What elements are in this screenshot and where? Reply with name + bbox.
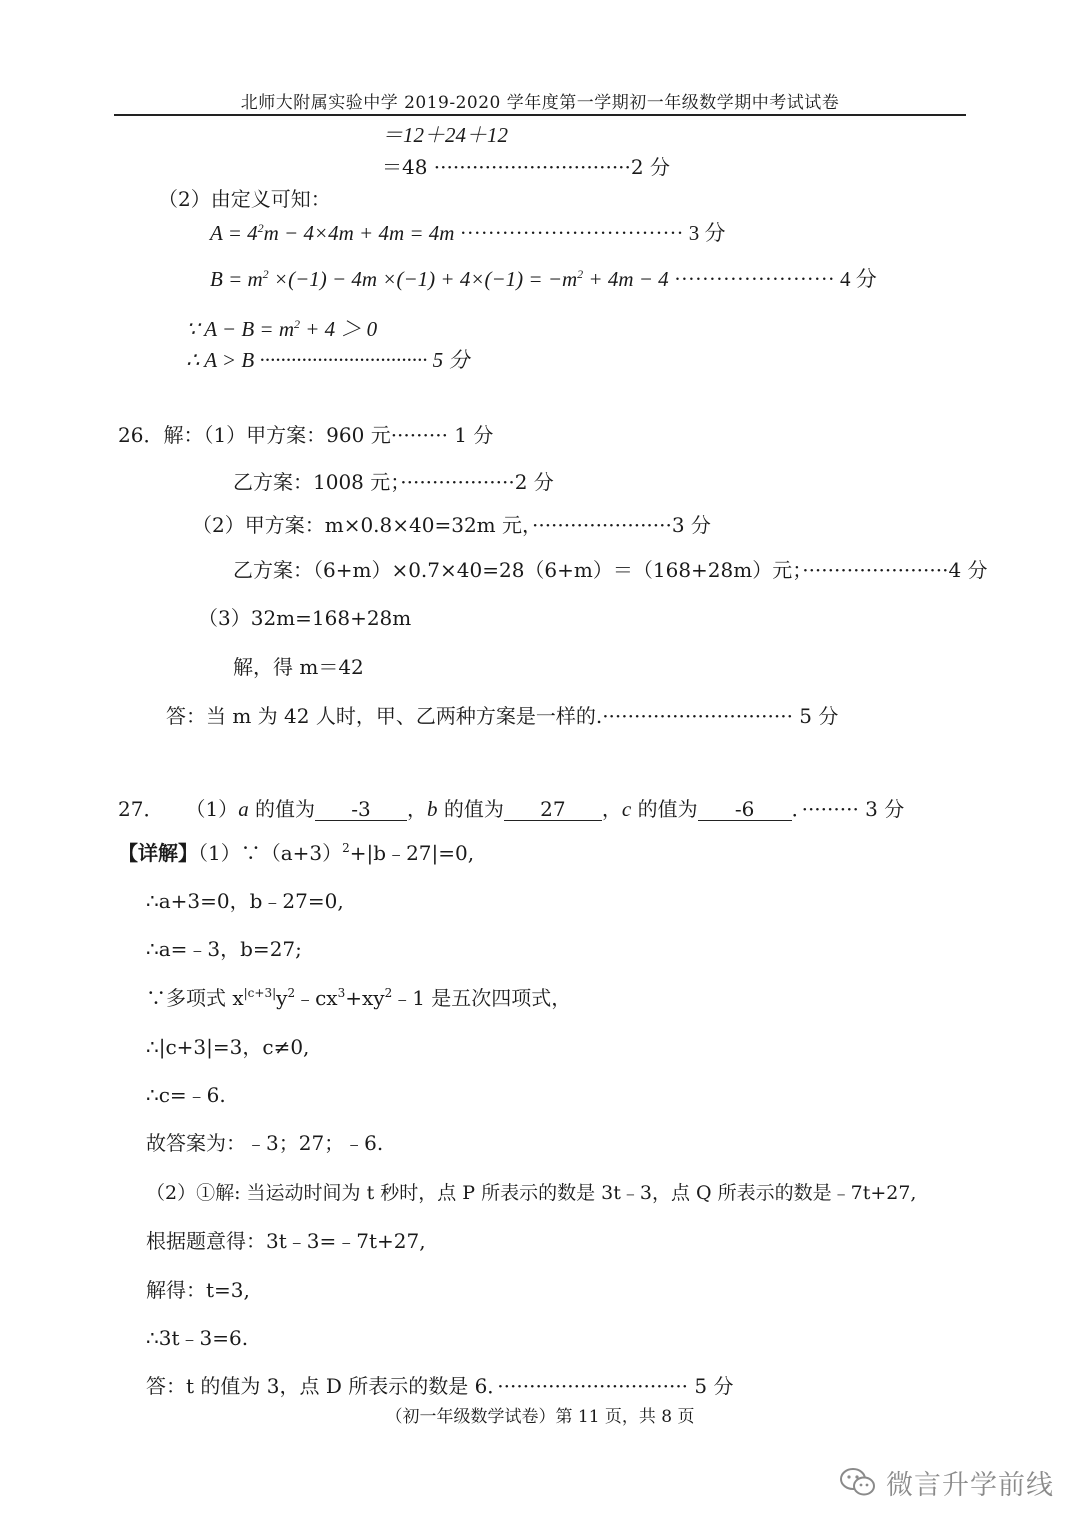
q27-detail-10: 解得：t=3,: [146, 1278, 250, 1302]
q26-line-1: 26．解：（1）甲方案：960 元········· 1 分: [118, 423, 494, 447]
c-value-blank: -6: [698, 798, 792, 821]
header-rule: [114, 114, 966, 116]
calc-line-2: ＝48 ·······························2 分: [382, 155, 670, 179]
q26-line-2: 乙方案：1008 元；··················2 分: [233, 470, 554, 494]
q25-part2-label: （2）由定义可知：: [158, 187, 331, 211]
page-footer: （初一年级数学试卷）第 11 页，共 8 页: [385, 1407, 695, 1427]
b-value-blank: 27: [504, 798, 602, 821]
q25-therefore: ∴ A > B ································ 5 分: [186, 348, 470, 372]
q26-answer: 答：当 m 为 42 人时，甲、乙两种方案是一样的.······························ 5 分: [166, 704, 839, 728]
q27-detail-7: 故答案为：﹣3；27；﹣6.: [146, 1131, 384, 1155]
q27-detail-4: ∵多项式 $x^{|c+3|}y^2﹣cx^3+xy^2﹣1$ 是五次四项式，: [146, 986, 572, 1010]
q27-detail-8: （2）①解: 当运动时间为 t 秒时，点 P 所表示的数是 3t﹣3，点 Q 所表示的数是﹣7t+27,: [146, 1182, 917, 1204]
q27-detail-5: ∴|c+3|=3，c≠0,: [146, 1035, 310, 1059]
q27-answer: 答：t 的值为 3，点 D 所表示的数是 6．······························ 5 分: [146, 1374, 734, 1398]
watermark-text: 微言升学前线: [886, 1469, 1054, 1501]
q27-detail-2: ∴a+3=0，b﹣27=0,: [146, 889, 344, 913]
q26-line-4: 乙方案：（6+m）×0.7×40=28（6+m）＝（168+28m）元；·······················4 分: [233, 558, 988, 582]
q27-detail-1: 【详解】$(1)\because(a+3)^2+|b﹣27|=0$,: [118, 841, 475, 865]
watermark: [838, 1462, 1054, 1502]
q27-detail-3: ∴a=﹣3，b=27;: [146, 937, 302, 961]
q26-line-3: （2）甲方案：m×0.8×40=32m 元，······················3 分: [192, 513, 711, 537]
q27-part1-answers: 27． （1）a 的值为 -3 ，b 的值为 27 ，c 的值为 -6 ．········· 3 分: [118, 797, 905, 821]
q26-line-5: （3）32m=168+28m: [198, 606, 412, 630]
q27-detail-11: ∴3t﹣3=6.: [146, 1326, 249, 1350]
q27-detail-9: 根据题意得：3t﹣3=﹣7t+27,: [146, 1229, 426, 1253]
q26-line-6: 解，得 m＝42: [233, 655, 364, 679]
q27-detail-6: ∴c=﹣6.: [146, 1083, 226, 1107]
q25-equation-b: $B = m^2 \times(-1) - 4m \times(-1) + 4\times(-1) = -m^2 + 4m - 4$ ······················· 4 分: [210, 267, 877, 291]
q25-because: ∵ $A - B = m^2 + 4 > 0$: [186, 317, 378, 341]
wechat-icon: [838, 1466, 878, 1498]
calc-line-1: ＝12＋24＋12: [382, 123, 508, 147]
a-value-blank: -3: [315, 798, 407, 821]
q25-equation-a: $A = 4^2m - 4\times 4m + 4m = 4m$ ································ 3 分: [210, 221, 726, 245]
page-header: 北师大附属实验中学 2019-2020 学年度第一学期初一年级数学期中考试试卷: [240, 93, 840, 113]
